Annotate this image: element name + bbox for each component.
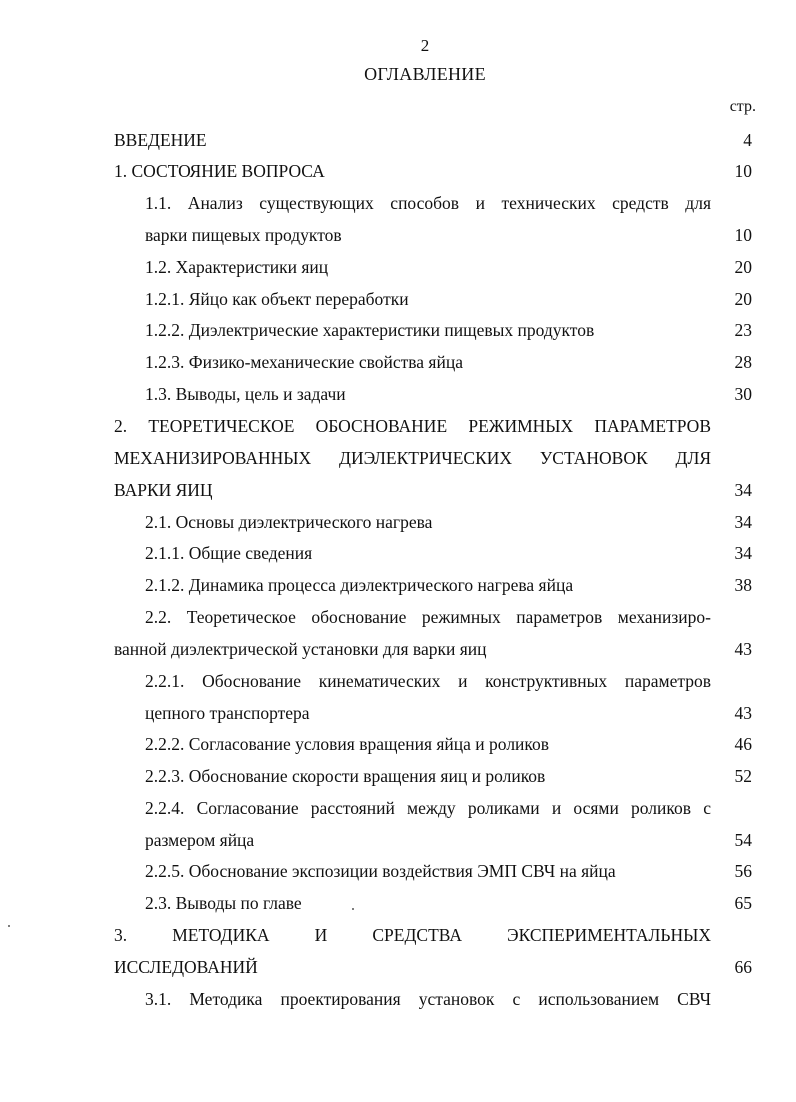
- toc-entry-1-3: 1.3. Выводы, цель и задачи: [145, 384, 346, 404]
- toc-entry-1: 1. СОСТОЯНИЕ ВОПРОСА: [114, 161, 325, 181]
- toc-entry-2-2-4-line1: 2.2.4. Согласование расстояний между роликами и осями роликов с: [145, 798, 711, 818]
- toc-entry-2-2-5: 2.2.5. Обоснование экспозиции воздействия ЭМП СВЧ на яйца: [145, 861, 616, 881]
- toc-page-2-2-1: 43: [734, 703, 752, 723]
- toc-entry-2-2-line2: ванной диэлектрической установки для варки яиц: [114, 639, 487, 659]
- toc-page-2-1-2: 38: [734, 575, 752, 595]
- toc-entry-2-2-line1: 2.2. Теоретическое обоснование режимных параметров механизиро-: [145, 607, 711, 627]
- toc-entry-2-2-3: 2.2.3. Обоснование скорости вращения яиц и роликов: [145, 766, 546, 786]
- toc-page-2-2-4: 54: [734, 830, 752, 850]
- page-column-label: стр.: [729, 98, 756, 115]
- toc-entry-3-1: 3.1. Методика проектирования установок с использованием СВЧ: [145, 989, 711, 1009]
- toc-page-1-2-2: 23: [734, 320, 752, 340]
- toc-entry-1-2-1: 1.2.1. Яйцо как объект переработки: [145, 289, 409, 309]
- toc-entry-intro: ВВЕДЕНИЕ: [114, 130, 207, 150]
- toc-entry-2-1-2: 2.1.2. Динамика процесса диэлектрического нагрева яйца: [145, 575, 574, 595]
- scan-speck: [352, 908, 354, 910]
- toc-page-1-3: 30: [734, 384, 752, 404]
- toc-page-2-2-3: 52: [734, 766, 752, 786]
- toc-entry-3-line1: 3. МЕТОДИКА И СРЕДСТВА ЭКСПЕРИМЕНТАЛЬНЫХ: [114, 925, 711, 945]
- scan-speck: [8, 925, 10, 927]
- toc-page-2-2-5: 56: [734, 861, 752, 881]
- toc-page-1-2-3: 28: [734, 352, 752, 372]
- toc-entry-2-3: 2.3. Выводы по главе: [145, 893, 302, 913]
- toc-entry-2-2-1-line2: цепного транспортера: [145, 703, 310, 723]
- toc-page-2-3: 65: [734, 893, 752, 913]
- toc-page-2-2-2: 46: [734, 734, 752, 754]
- page-number: 2: [420, 36, 430, 55]
- toc-page-3: 66: [734, 957, 752, 977]
- toc-entry-1-2-2: 1.2.2. Диэлектрические характеристики пищевых продуктов: [145, 320, 595, 340]
- toc-page-2-2: 43: [734, 639, 752, 659]
- toc-entry-1-2: 1.2. Характеристики яиц: [145, 257, 329, 277]
- toc-entry-2-2-2: 2.2.2. Согласование условия вращения яйца и роликов: [145, 734, 550, 754]
- toc-page-2-1-1: 34: [734, 543, 752, 563]
- toc-entry-2-2-4-line2: размером яйца: [145, 830, 255, 850]
- toc-page-2: 34: [734, 480, 752, 500]
- toc-page-1-2: 20: [734, 257, 752, 277]
- toc-page-1-1: 10: [734, 225, 752, 245]
- toc-entry-1-2-3: 1.2.3. Физико-механические свойства яйца: [145, 352, 463, 372]
- toc-entry-1-1-line1: 1.1. Анализ существующих способов и технических средств для: [145, 193, 711, 213]
- toc-entry-2-1-1: 2.1.1. Общие сведения: [145, 543, 313, 563]
- page-title: ОГЛАВЛЕНИЕ: [364, 64, 486, 84]
- toc-entry-2-line1: 2. ТЕОРЕТИЧЕСКОЕ ОБОСНОВАНИЕ РЕЖИМНЫХ ПАРАМЕТРОВ: [114, 416, 711, 436]
- toc-entry-1-1-line2: варки пищевых продуктов: [145, 225, 342, 245]
- toc-entry-3-line2: ИССЛЕДОВАНИЙ: [114, 957, 258, 977]
- toc-entry-2-line2: МЕХАНИЗИРОВАННЫХ ДИЭЛЕКТРИЧЕСКИХ УСТАНОВОК ДЛЯ: [114, 448, 711, 468]
- toc-page-1-2-1: 20: [734, 289, 752, 309]
- toc-page-1: 10: [734, 161, 752, 181]
- toc-entry-2-1: 2.1. Основы диэлектрического нагрева: [145, 512, 433, 532]
- toc-page-intro: 4: [743, 130, 752, 150]
- toc-page-2-1: 34: [734, 512, 752, 532]
- toc-entry-2-2-1-line1: 2.2.1. Обоснование кинематических и конструктивных параметров: [145, 671, 711, 691]
- toc-entry-2-line3: ВАРКИ ЯИЦ: [114, 480, 213, 500]
